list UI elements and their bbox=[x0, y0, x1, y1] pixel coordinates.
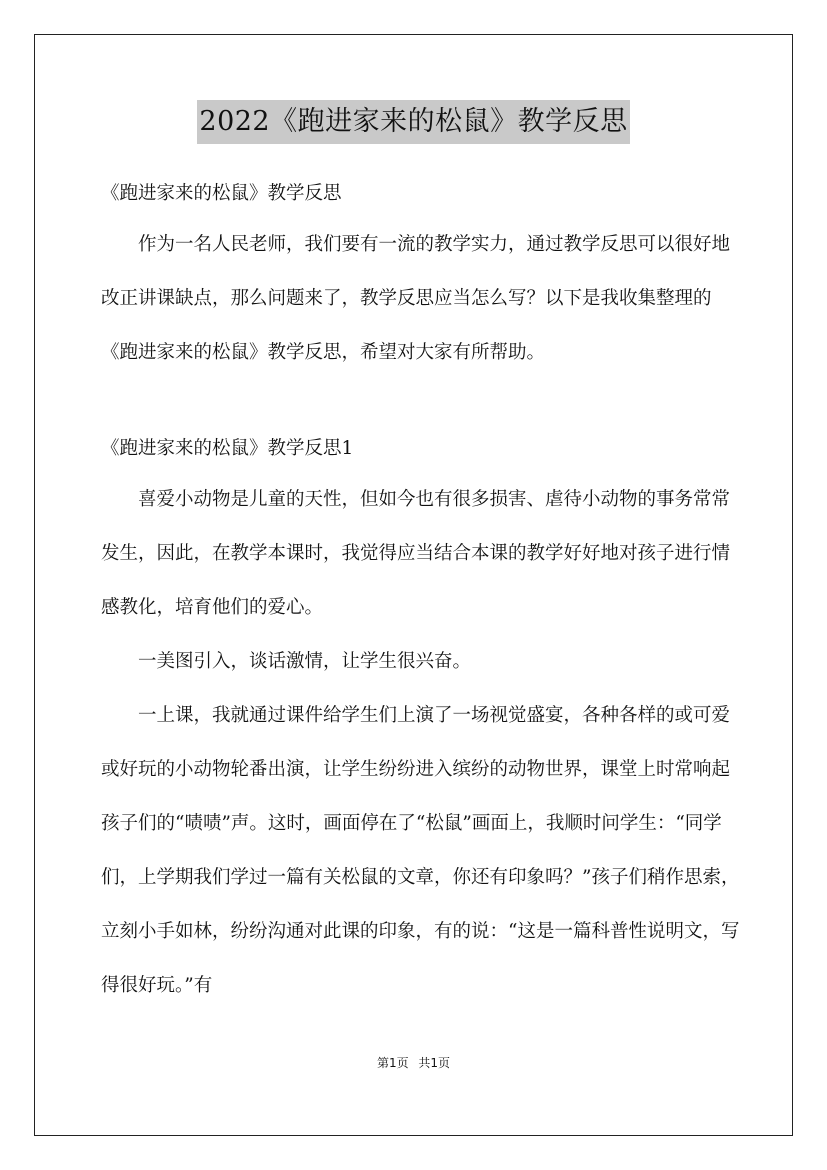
body-paragraph: 一上课，我就通过课件给学生们上演了一场视觉盛宴，各种各样的或可爱或好玩的小动物轮番出演，让学生纷纷进入缤纷的动物世界，课堂上时常响起孩子们的“啧啧”声。这时，画面停在了“松鼠”画面上，我顺时问学生：“同学们，上学期我们学过一篇有关松鼠的文章，你还有印象吗？”孩子们稍作思索，立刻小手如林，纷纷沟通对此课的印象，有的说：“这是一篇科普性说明文，写得很好玩。”有 bbox=[101, 705, 740, 996]
document-title: 2022《跑进家来的松鼠》教学反思 bbox=[197, 100, 629, 144]
document-body bbox=[101, 170, 741, 1013]
page-total: 共1页 bbox=[418, 1056, 451, 1070]
intro-paragraph: 作为一名人民老师，我们要有一流的教学实力，通过教学反思可以很好地改正讲课缺点，那么问题来了，教学反思应当怎么写？以下是我收集整理的《跑进家来的松鼠》教学反思，希望对大家有所帮助。 bbox=[101, 234, 731, 363]
body-paragraph: 喜爱小动物是儿童的天性，但如今也有很多损害、虐待小动物的事务常常发生，因此，在教学本课时，我觉得应当结合本课的教学好好地对孩子进行情感教化，培育他们的爱心。 bbox=[101, 489, 731, 618]
section-heading: 《跑进家来的松鼠》教学反思1 bbox=[101, 438, 354, 459]
body-paragraph: 一美图引入，谈话激情，让学生很兴奋。 bbox=[138, 651, 472, 672]
section-heading: 《跑进家来的松鼠》教学反思 bbox=[101, 183, 342, 204]
page-footer bbox=[0, 1054, 827, 1071]
page-number: 第1页 bbox=[376, 1056, 409, 1070]
title-container bbox=[0, 100, 827, 144]
